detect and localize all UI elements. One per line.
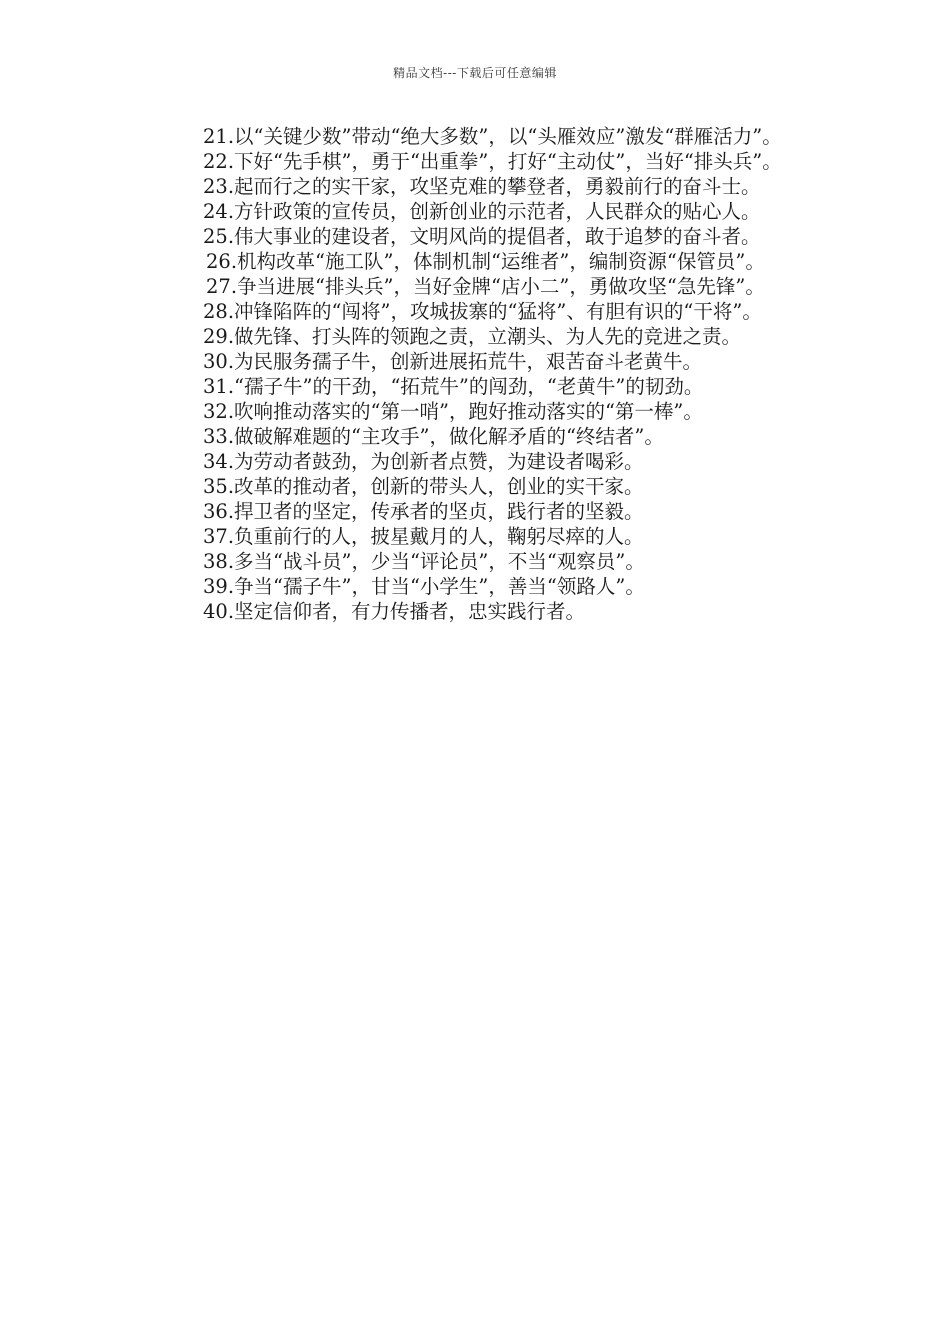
list-item: 34.为劳动者鼓劲，为创新者点赞，为建设者喝彩。	[203, 450, 644, 473]
list-item: 36.捍卫者的坚定，传承者的坚贞，践行者的坚毅。	[203, 500, 644, 523]
page-header: 精品文档---下载后可任意编辑	[393, 66, 557, 80]
list-item: 32.吹响推动落实的“第一哨”，跑好推动落实的“第一棒”。	[203, 400, 703, 423]
list-item: 27.争当进展“排头兵”，当好金牌“店小二”，勇做攻坚“急先锋”。	[206, 275, 765, 298]
list-item: 31.“孺子牛”的干劲，“拓荒牛”的闯劲，“老黄牛”的韧劲。	[203, 375, 704, 398]
list-item: 21.以“关键少数”带动“绝大多数”，以“头雁效应”激发“群雁活力”。	[203, 125, 782, 148]
list-item: 29.做先锋、打头阵的领跑之责，立潮头、为人先的竞进之责。	[203, 325, 742, 348]
list-item: 40.坚定信仰者，有力传播者，忠实践行者。	[203, 600, 586, 623]
list-item: 23.起而行之的实干家，攻坚克难的攀登者，勇毅前行的奋斗士。	[203, 175, 761, 198]
list-item: 25.伟大事业的建设者，文明风尚的提倡者，敢于追梦的奋斗者。	[203, 225, 761, 248]
list-item: 28.冲锋陷阵的“闯将”，攻城拔寨的“猛将”、有胆有识的“干将”。	[203, 300, 762, 323]
document-body	[144, 124, 808, 624]
list-item: 38.多当“战斗员”，少当“评论员”，不当“观察员”。	[203, 550, 645, 573]
list-item: 30.为民服务孺子牛，创新进展拓荒牛，艰苦奋斗老黄牛。	[203, 350, 703, 373]
list-item: 26.机构改革“施工队”，体制机制“运维者”，编制资源“保管员”。	[206, 250, 765, 273]
list-item: 39.争当“孺子牛”，甘当“小学生”，善当“领路人”。	[203, 575, 645, 598]
list-item: 35.改革的推动者，创新的带头人，创业的实干家。	[203, 475, 644, 498]
list-item: 24.方针政策的宣传员，创新创业的示范者，人民群众的贴心人。	[203, 200, 761, 223]
list-item: 22.下好“先手棋”，勇于“出重拳”，打好“主动仗”，当好“排头兵”。	[203, 150, 782, 173]
list-item: 33.做破解难题的“主攻手”，做化解矛盾的“终结者”。	[203, 425, 664, 448]
list-item: 37.负重前行的人，披星戴月的人，鞠躬尽瘁的人。	[203, 525, 644, 548]
